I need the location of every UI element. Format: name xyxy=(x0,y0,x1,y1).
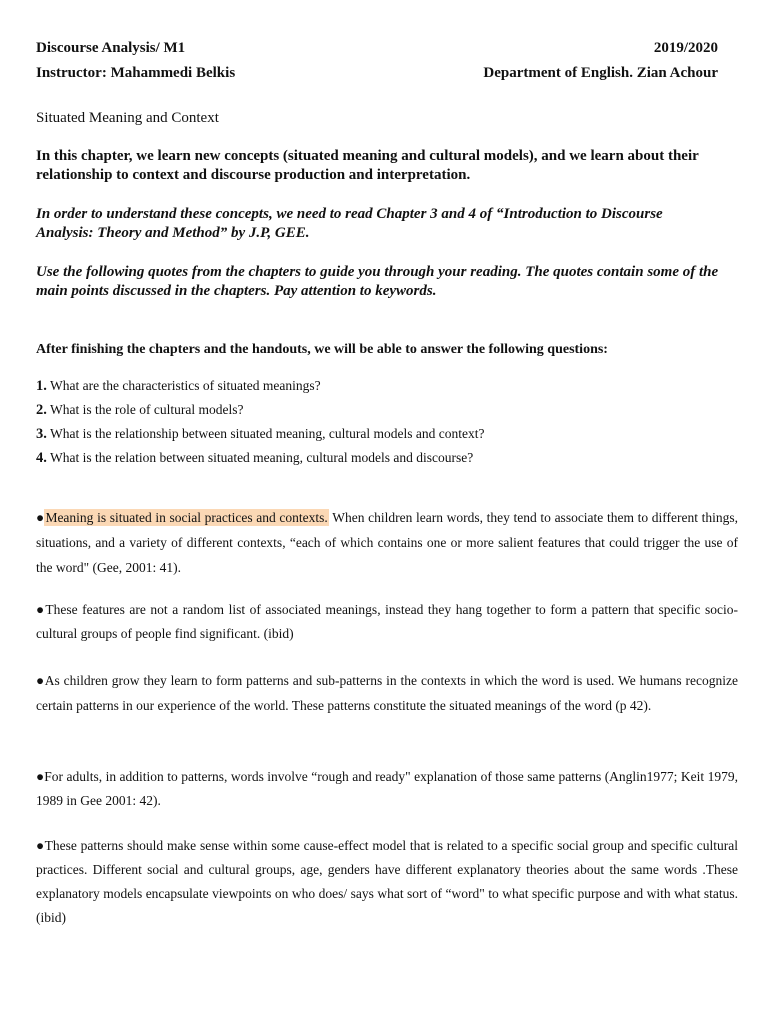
header-row-1 xyxy=(36,40,718,57)
question-text: What is the relationship between situated meaning, cultural models and context? xyxy=(46,426,485,441)
instructor-name: Instructor: Mahammedi Belkis xyxy=(36,65,236,81)
list-item xyxy=(36,449,720,473)
bullet-icon: ● xyxy=(36,838,45,853)
paragraph-text: When children learn words, they tend to associate them to different things, situations, and a variety of different contexts, “each of which contains one or more salient features that could trigger the use of the word" (Gee, 2001: 41). xyxy=(36,510,739,575)
chapter-title: Situated Meaning and Context xyxy=(36,110,219,126)
question-number: 2. xyxy=(36,402,47,418)
quote-paragraph-1 xyxy=(36,505,738,580)
reading-note: In order to understand these concepts, we need to read Chapter 3 and 4 of “Introduction to Discourse Analysis: Theory and Method” by J.P, GEE. xyxy=(36,206,663,241)
question-number: 1. xyxy=(36,378,47,394)
department-name: Department of English. Zian Achour xyxy=(483,65,718,81)
bullet-icon: ● xyxy=(36,673,45,688)
paragraph-text: As children grow they learn to form patterns and sub-patterns in the contexts in which the word is used. We humans recognize certain patterns in our experience of the world. These patterns constitute the situated meanings of the word (p 42). xyxy=(36,673,738,713)
questions-heading: After finishing the chapters and the handouts, we will be able to answer the following questions: xyxy=(36,342,608,357)
intro-paragraph: In this chapter, we learn new concepts (situated meaning and cultural models), and we learn about their relationship to context and discourse production and interpretation. xyxy=(36,148,699,183)
header-row-2 xyxy=(36,65,718,82)
list-item xyxy=(36,425,720,449)
bullet-icon: ● xyxy=(36,602,46,617)
list-item xyxy=(36,401,720,425)
bullet-icon: ● xyxy=(36,769,45,784)
quote-paragraph-3 xyxy=(36,668,738,718)
highlighted-text: Meaning is situated in social practices and contexts. xyxy=(45,510,328,525)
paragraph-text: These patterns should make sense within some cause-effect model that is related to a specific social group and specific cultural practices. Different social and cultural groups, age, genders have different explanatory theories about the same words .These explanatory models encapsulate viewpoints on who does/ says what sort of “word" to what specific purpose and with what status. (ibid) xyxy=(36,838,738,925)
quote-paragraph-4 xyxy=(36,765,738,813)
questions-list xyxy=(36,377,720,473)
question-number: 4. xyxy=(36,450,47,466)
course-title: Discourse Analysis/ M1 xyxy=(36,40,186,56)
paragraph-text: These features are not a random list of associated meanings, instead they hang together to form a pattern that specific socio-cultural groups of people find significant. (ibid) xyxy=(36,602,739,641)
question-number: 3. xyxy=(36,426,47,442)
quote-paragraph-2 xyxy=(36,598,738,646)
paragraph-text: For adults, in addition to patterns, words involve “rough and ready" explanation of those same patterns (Anglin1977; Keit 1979, 1989 in Gee 2001: 42). xyxy=(36,769,738,808)
bullet-icon: ● xyxy=(36,510,45,525)
question-text: What are the characteristics of situated meanings? xyxy=(46,378,321,393)
quotes-note: Use the following quotes from the chapters to guide you through your reading. The quotes contain some of the main points discussed in the chapters. Pay attention to keywords. xyxy=(36,264,719,299)
question-text: What is the relation between situated meaning, cultural models and discourse? xyxy=(46,450,474,465)
question-text: What is the role of cultural models? xyxy=(46,402,244,417)
list-item xyxy=(36,377,720,401)
quote-paragraph-5 xyxy=(36,834,738,930)
academic-year: 2019/2020 xyxy=(653,40,718,56)
